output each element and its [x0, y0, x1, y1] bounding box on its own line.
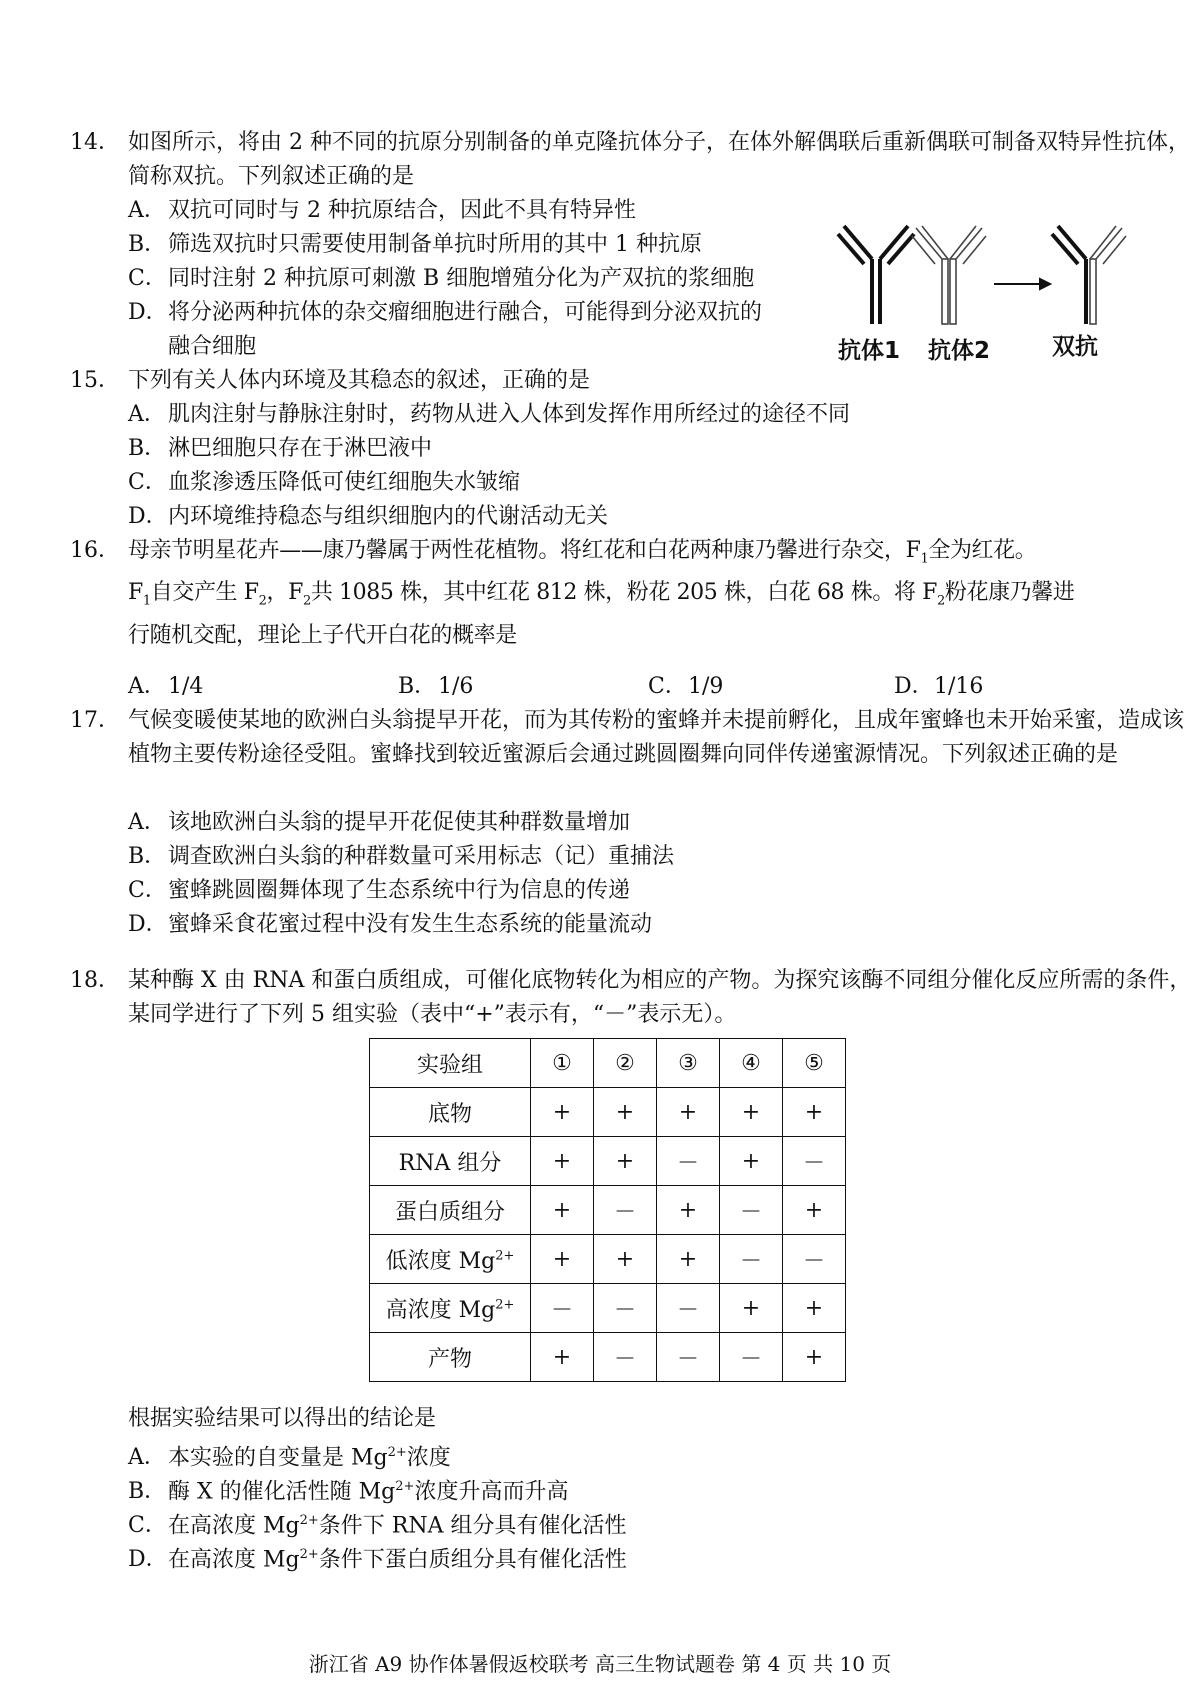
question-number: 15． [70, 368, 120, 393]
question-18 [70, 964, 1200, 1032]
question-17 [70, 704, 1200, 772]
option-c: C．蜜蜂跳圆圈舞体现了生态系统中行为信息的传递 [128, 878, 631, 903]
antibody-2-icon [912, 226, 986, 324]
antibody-1-label: 抗体1 [838, 338, 901, 364]
option-c: C．血浆渗透压降低可使红细胞失水皱缩 [128, 470, 521, 495]
arrow-icon [994, 279, 1050, 289]
option-a: A．本实验的自变量是 $Mg^{2+}$浓度 [128, 1445, 451, 1471]
option-c: C．同时注射 2 种抗原可刺激 B 细胞增殖分化为产双抗的浆细胞 [128, 266, 755, 291]
question-stem: 母亲节明星花卉——康乃馨属于两性花植物。将红花和白花两种康乃馨进行杂交，$F_1$全为红花。 $F_1$自交产生 $F_2$，$F_2$共 1085 株，其中红花 812 株，粉花 205 株，白花 68 株。将 $F_2$粉花康乃馨进 行随机交配，理论上子代开白花的概率是 [128, 538, 1075, 648]
table-row: 高浓度 $Mg^{2+}$ － － － + + [370, 1284, 846, 1333]
experiment-table [369, 1038, 846, 1382]
option-b: B．酶 X 的催化活性随 $Mg^{2+}$浓度升高而升高 [128, 1479, 569, 1505]
option-b: B．调查欧洲白头翁的种群数量可采用标志（记）重捕法 [128, 844, 675, 869]
option-a: A．双抗可同时与 2 种抗原结合，因此不具有特异性 [128, 198, 636, 223]
option-a: A．1/4 [128, 674, 204, 699]
question-stem: 气候变暖使某地的欧洲白头翁提早开花，而为其传粉的蜜蜂并未提前孵化，且成年蜜蜂也未开始采蜜，造成该植物主要传粉途径受阻。蜜蜂找到较近蜜源后会通过跳圆圈舞向同伴传递蜜源情况。下列叙述正确的是 [128, 708, 1185, 767]
option-d: D．内环境维持稳态与组织细胞内的代谢活动无关 [128, 504, 609, 529]
table-row: 蛋白质组分 + － + － + [370, 1186, 846, 1235]
antibody-figure [834, 214, 1134, 370]
question-15 [70, 364, 1200, 398]
question-number: 17． [70, 708, 120, 733]
option-c: C．在高浓度 $Mg^{2+}$条件下 RNA 组分具有催化活性 [128, 1513, 627, 1539]
option-d-continued: 融合细胞 [168, 334, 257, 359]
page-footer: 浙江省 A9 协作体暑假返校联考 高三生物试题卷 第 4 页 共 10 页 [308, 1652, 892, 1676]
bispecific-label: 双抗 [1052, 334, 1098, 360]
option-a: A．肌肉注射与静脉注射时，药物从进入人体到发挥作用所经过的途径不同 [128, 402, 851, 427]
table-header-row: 实验组 ① ② ③ ④ ⑤ [370, 1039, 846, 1088]
question-stem: 如图所示，将由 2 种不同的抗原分别制备的单克隆抗体分子，在体外解偶联后重新偶联可制备双特异性抗体，简称双抗。下列叙述正确的是 [128, 130, 1190, 189]
option-d: D．蜜蜂采食花蜜过程中没有发生生态系统的能量流动 [128, 912, 653, 937]
option-d: D．将分泌两种抗体的杂交瘤细胞进行融合，可能得到分泌双抗的 [128, 300, 763, 325]
conclusion-lead: 根据实验结果可以得出的结论是 [128, 1406, 437, 1431]
question-16 [70, 534, 1200, 653]
bispecific-antibody-icon [1052, 226, 1126, 324]
question-number: 16． [70, 538, 120, 563]
question-number: 18． [70, 968, 120, 993]
question-14 [70, 126, 1200, 194]
table-row: RNA 组分 + + － + － [370, 1137, 846, 1186]
option-d: D．1/16 [894, 674, 984, 699]
option-d: D．在高浓度 $Mg^{2+}$条件下蛋白质组分具有催化活性 [128, 1547, 627, 1573]
question-stem: 某种酶 X 由 RNA 和蛋白质组成，可催化底物转化为相应的产物。为探究该酶不同组分催化反应所需的条件，某同学进行了下列 5 组实验（表中“+”表示有，“－”表示无）。 [128, 968, 1192, 1027]
question-number: 14． [70, 130, 120, 155]
option-a: A．该地欧洲白头翁的提早开花促使其种群数量增加 [128, 810, 631, 835]
antibody-2-label: 抗体2 [928, 338, 991, 364]
table-row: 产物 + － － － + [370, 1333, 846, 1382]
table-row: 底物 + + + + + [370, 1088, 846, 1137]
table-row: 低浓度 $Mg^{2+}$ + + + － － [370, 1235, 846, 1284]
option-c: C．1/9 [648, 674, 724, 699]
option-b: B．筛选双抗时只需要使用制备单抗时所用的其中 1 种抗原 [128, 232, 702, 257]
question-stem: 下列有关人体内环境及其稳态的叙述，正确的是 [128, 368, 591, 393]
antibody-1-icon [838, 226, 914, 324]
option-b: B．淋巴细胞只存在于淋巴液中 [128, 436, 433, 461]
option-b: B．1/6 [398, 674, 474, 699]
